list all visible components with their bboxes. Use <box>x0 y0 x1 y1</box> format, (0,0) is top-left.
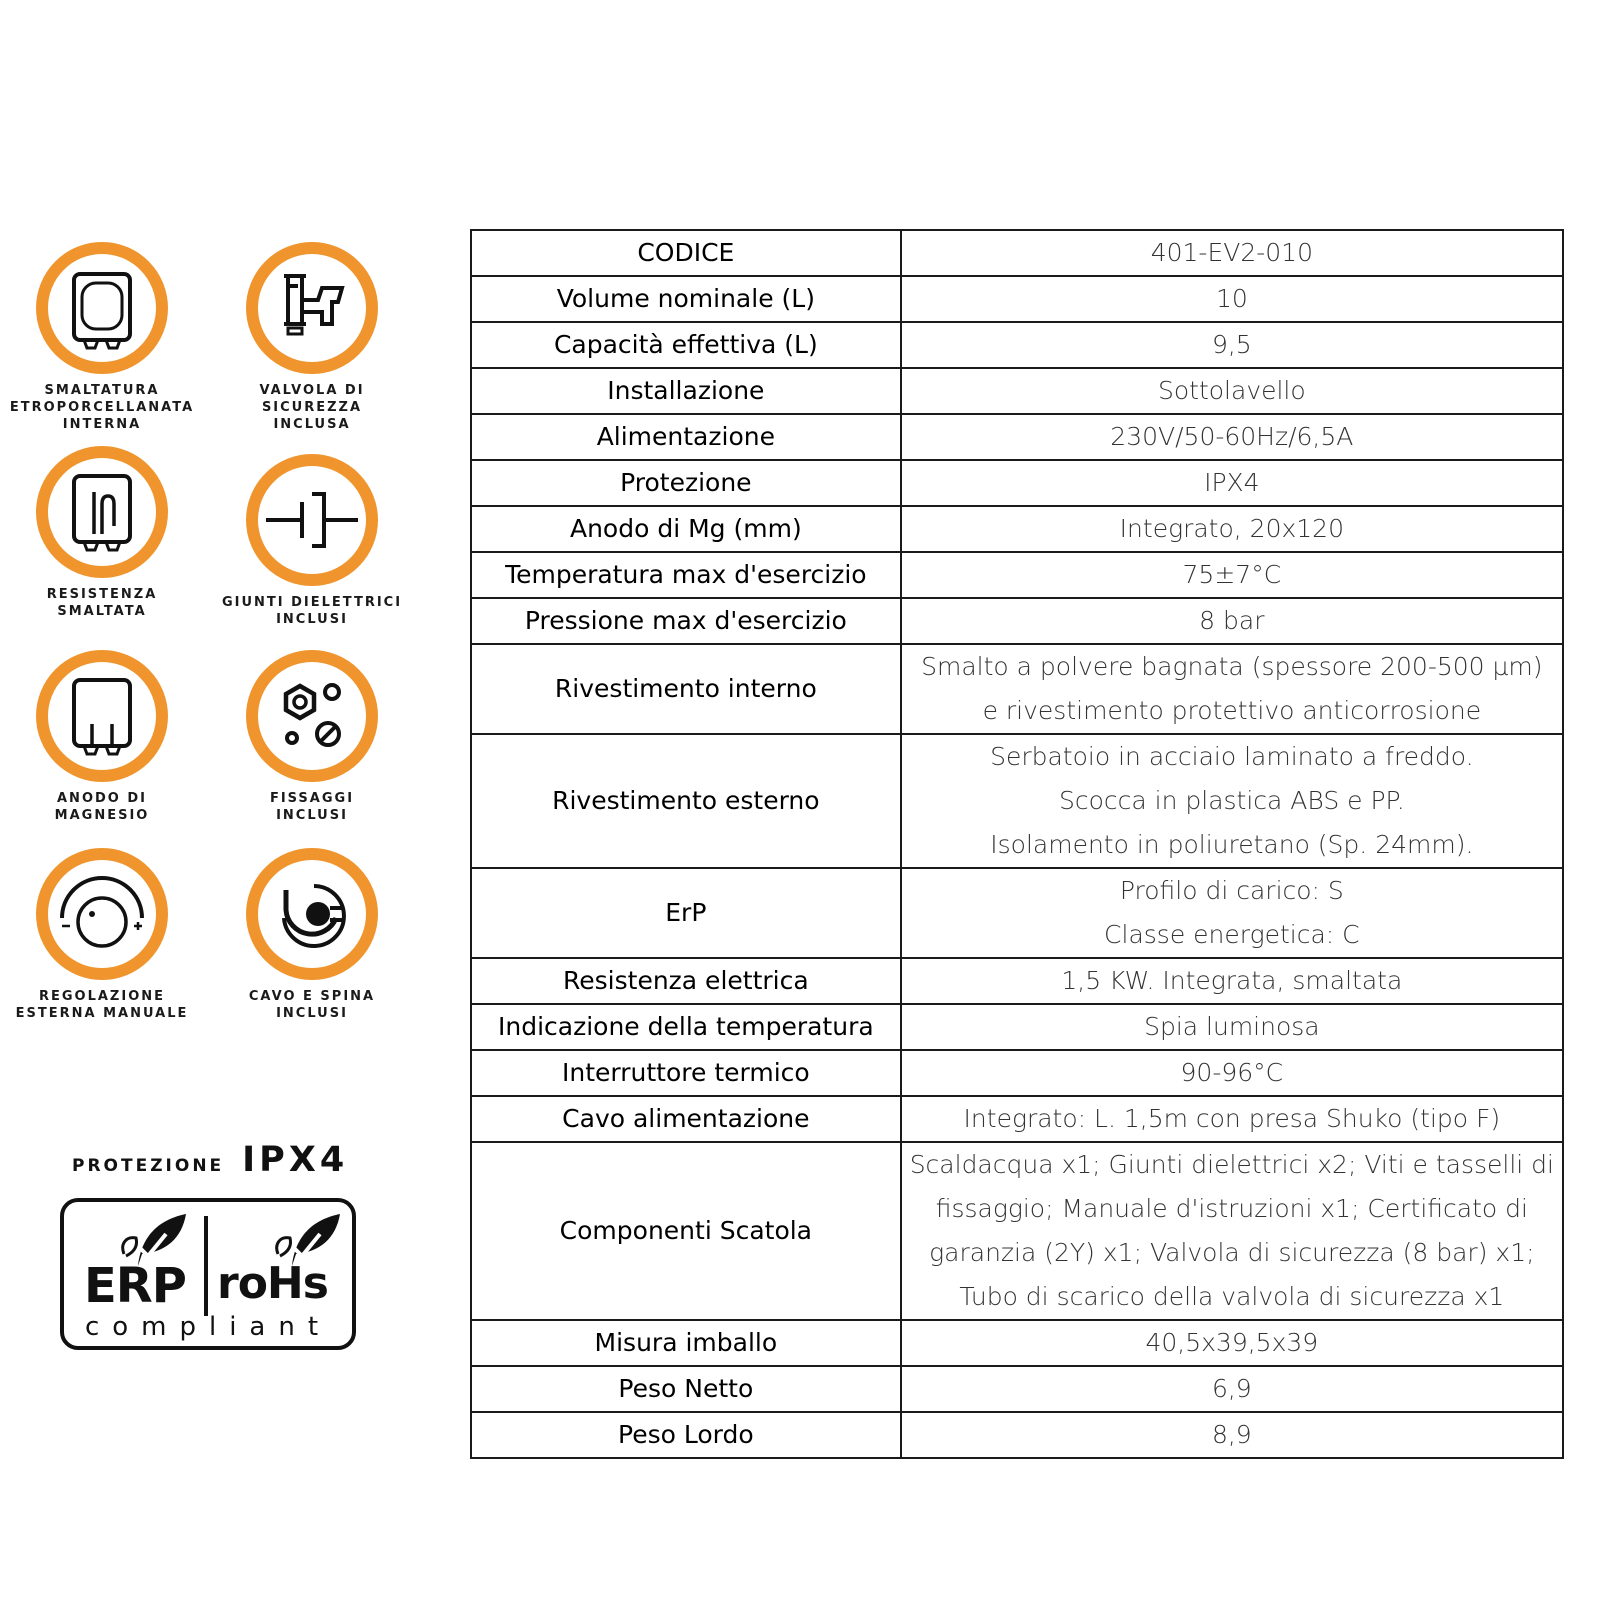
spec-value <box>901 598 1563 644</box>
spec-label: Alimentazione <box>471 414 901 460</box>
feature-cable-plug <box>212 846 412 1022</box>
spec-value-line: Scaldacqua x1; Giunti dielettrici x2; Viti e tasselli di <box>909 1150 1554 1179</box>
spec-value-line: Smalto a polvere bagnata (spessore 200-500 µm) <box>921 652 1543 681</box>
spec-row <box>471 1320 1563 1366</box>
spec-row <box>471 598 1563 644</box>
feature-label: VALVOLA DI SICUREZZA INCLUSA <box>259 383 365 432</box>
spec-row <box>471 868 1563 958</box>
spec-value <box>901 322 1563 368</box>
spec-row <box>471 1142 1563 1320</box>
erp-logo-text: ERP <box>84 1258 186 1314</box>
spec-row <box>471 506 1563 552</box>
heating-element-icon <box>34 444 170 580</box>
spec-value-line: 6,9 <box>1211 1374 1252 1403</box>
compliant-text: compliant <box>84 1312 332 1342</box>
feature-label: REGOLAZIONE ESTERNA MANUALE <box>15 989 189 1021</box>
spec-label: Peso Netto <box>471 1366 901 1412</box>
spec-label: Anodo di Mg (mm) <box>471 506 901 552</box>
spec-label: Indicazione della temperatura <box>471 1004 901 1050</box>
spec-value <box>901 868 1563 958</box>
feature-fixings <box>212 648 412 824</box>
spec-label: Rivestimento esterno <box>471 734 901 868</box>
spec-value <box>901 1142 1563 1320</box>
spec-value-line: Scocca in plastica ABS e PP. <box>1058 786 1405 815</box>
spec-label: Protezione <box>471 460 901 506</box>
spec-value-line: Classe energetica: C <box>1104 920 1360 949</box>
spec-label: ErP <box>471 868 901 958</box>
specs-table <box>470 229 1564 1459</box>
spec-label: Peso Lordo <box>471 1412 901 1458</box>
spec-value-line: 401-EV2-010 <box>1150 238 1313 267</box>
feature-label: SMALTATURA ETROPORCELLANATA INTERNA <box>9 383 195 432</box>
spec-value-line: IPX4 <box>1204 468 1260 497</box>
spec-value-line: 40,5x39,5x39 <box>1145 1328 1319 1357</box>
dielectric-joint-icon <box>244 452 380 588</box>
fixings-icon <box>244 648 380 784</box>
spec-row <box>471 322 1563 368</box>
spec-label: Cavo alimentazione <box>471 1096 901 1142</box>
badge-divider <box>204 1216 208 1316</box>
spec-value-line: 8,9 <box>1211 1420 1252 1449</box>
spec-label: Volume nominale (L) <box>471 276 901 322</box>
spec-label: Rivestimento interno <box>471 644 901 734</box>
spec-value-line: Spia luminosa <box>1144 1012 1320 1041</box>
spec-value-line: 10 <box>1215 284 1248 313</box>
spec-value <box>901 1004 1563 1050</box>
erp-rohs-badge <box>60 1198 356 1350</box>
spec-value-line: 75±7°C <box>1182 560 1282 589</box>
spec-value-line: e rivestimento protettivo anticorrosione <box>982 696 1482 725</box>
spec-value <box>901 230 1563 276</box>
spec-value <box>901 506 1563 552</box>
spec-value-line: fissaggio; Manuale d'istruzioni x1; Certificato di <box>935 1194 1528 1223</box>
spec-row <box>471 368 1563 414</box>
spec-value-line: Profilo di carico: S <box>1119 876 1344 905</box>
feature-anode <box>2 648 202 824</box>
feature-manual-regulation <box>2 846 202 1022</box>
spec-label: CODICE <box>471 230 901 276</box>
spec-row <box>471 1412 1563 1458</box>
spec-value-line: Integrato, 20x120 <box>1119 514 1344 543</box>
spec-label: Componenti Scatola <box>471 1142 901 1320</box>
feature-label: CAVO E SPINA INCLUSI <box>248 989 376 1021</box>
spec-row <box>471 460 1563 506</box>
feature-label: FISSAGGI INCLUSI <box>269 791 355 823</box>
feature-label: ANODO DI MAGNESIO <box>54 791 150 823</box>
spec-label: Installazione <box>471 368 901 414</box>
spec-value-line: 90-96°C <box>1180 1058 1284 1087</box>
spec-value <box>901 1366 1563 1412</box>
spec-value <box>901 276 1563 322</box>
spec-row <box>471 552 1563 598</box>
spec-row <box>471 734 1563 868</box>
feature-dielectric-joints <box>212 452 412 628</box>
feature-enamel <box>2 240 202 433</box>
spec-value <box>901 460 1563 506</box>
spec-row <box>471 1366 1563 1412</box>
spec-row <box>471 414 1563 460</box>
spec-value-line: Integrato: L. 1,5m con presa Shuko (tipo F) <box>963 1104 1501 1133</box>
spec-label: Resistenza elettrica <box>471 958 901 1004</box>
spec-value <box>901 644 1563 734</box>
cable-plug-icon <box>244 846 380 982</box>
spec-value-line: Serbatoio in acciaio laminato a freddo. <box>990 742 1474 771</box>
enamel-tank-icon <box>34 240 170 376</box>
spec-label: Temperatura max d'esercizio <box>471 552 901 598</box>
spec-row <box>471 958 1563 1004</box>
spec-value <box>901 1320 1563 1366</box>
spec-value-line: 9,5 <box>1211 330 1252 359</box>
protection-rating <box>72 1140 348 1180</box>
spec-value <box>901 734 1563 868</box>
spec-row <box>471 1050 1563 1096</box>
feature-heating-element <box>2 444 202 620</box>
spec-value <box>901 414 1563 460</box>
spec-row <box>471 644 1563 734</box>
spec-value-line: 8 bar <box>1199 606 1265 635</box>
spec-value-line: 1,5 KW. Integrata, smaltata <box>1061 966 1403 995</box>
feature-label: RESISTENZA SMALTATA <box>46 587 158 619</box>
spec-value <box>901 552 1563 598</box>
spec-value-line: Tubo di scarico della valvola di sicurezza x1 <box>959 1282 1505 1311</box>
spec-label: Misura imballo <box>471 1320 901 1366</box>
spec-value <box>901 958 1563 1004</box>
thermostat-knob-icon <box>34 846 170 982</box>
spec-value-line: garanzia (2Y) x1; Valvola di sicurezza (8 bar) x1; <box>929 1238 1535 1267</box>
spec-value-line: 230V/50-60Hz/6,5A <box>1110 422 1354 451</box>
safety-valve-icon <box>244 240 380 376</box>
spec-value-line: Isolamento in poliuretano (Sp. 24mm). <box>990 830 1474 859</box>
spec-value-line: Sottolavello <box>1157 376 1306 405</box>
rohs-logo-text: roHs <box>217 1258 328 1309</box>
magnesium-anode-icon <box>34 648 170 784</box>
protection-value: IPX4 <box>242 1140 349 1180</box>
spec-value <box>901 368 1563 414</box>
spec-label: Interruttore termico <box>471 1050 901 1096</box>
spec-label: Pressione max d'esercizio <box>471 598 901 644</box>
spec-value <box>901 1412 1563 1458</box>
spec-label: Capacità effettiva (L) <box>471 322 901 368</box>
feature-label: GIUNTI DIELETTRICI INCLUSI <box>221 595 403 627</box>
protection-prefix: PROTEZIONE <box>72 1156 225 1176</box>
spec-row <box>471 1004 1563 1050</box>
feature-safety-valve <box>212 240 412 433</box>
spec-row <box>471 230 1563 276</box>
spec-value <box>901 1050 1563 1096</box>
spec-row <box>471 276 1563 322</box>
spec-value <box>901 1096 1563 1142</box>
spec-row <box>471 1096 1563 1142</box>
